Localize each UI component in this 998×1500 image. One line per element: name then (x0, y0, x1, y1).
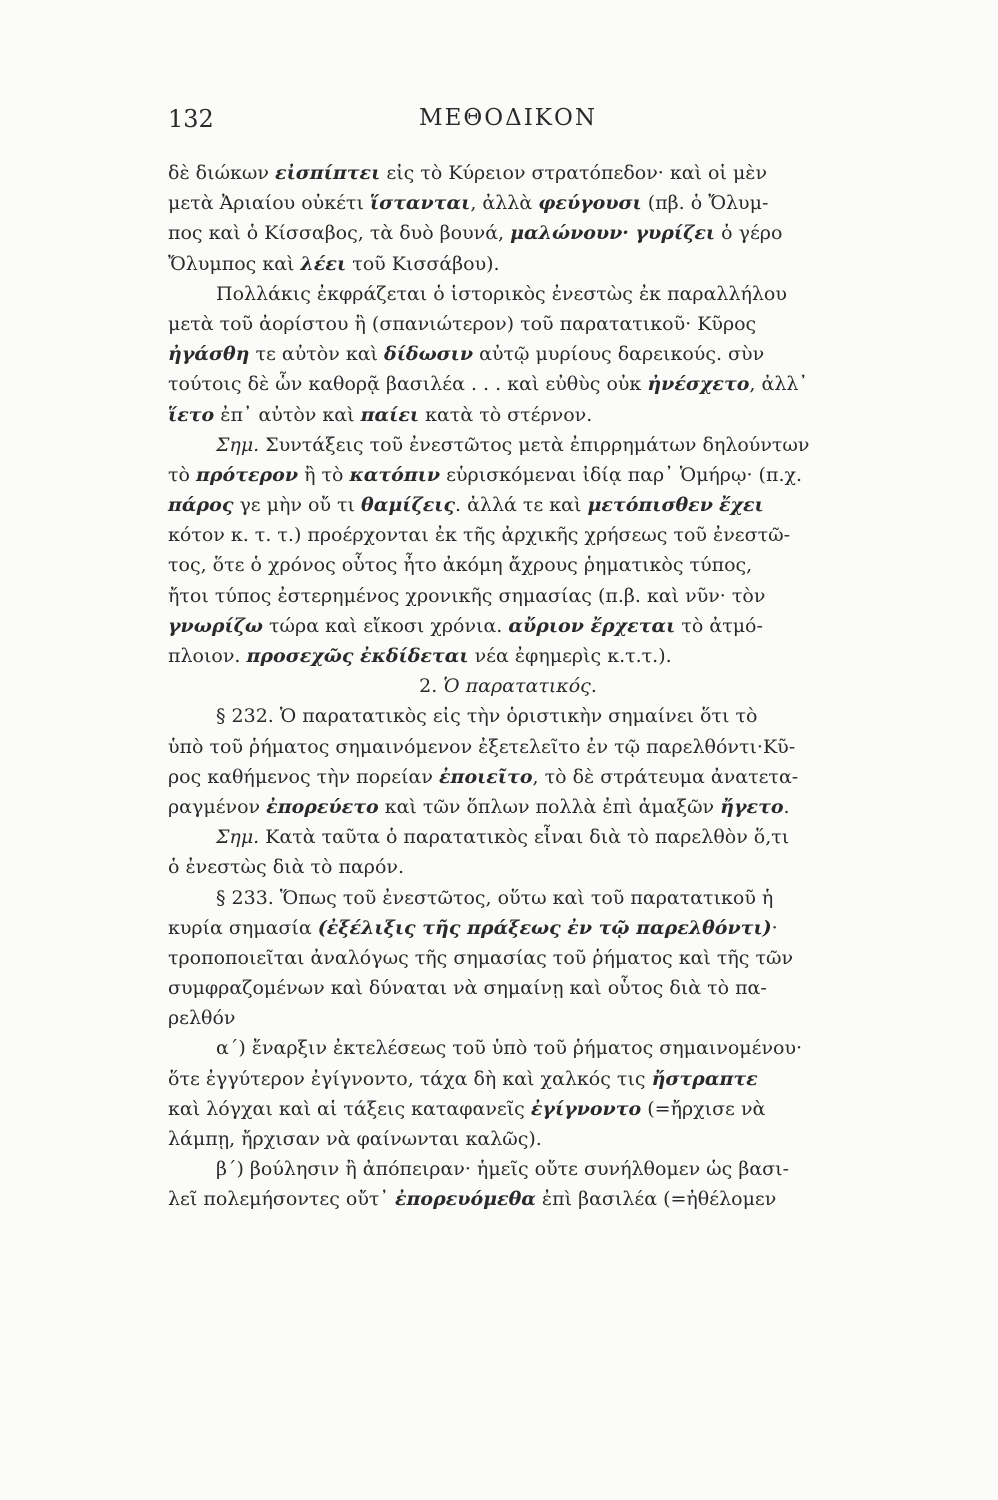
text-span: τώρα καὶ εἴκοσι χρόνια. (263, 614, 509, 637)
text-span: ὑπὸ τοῦ ῥήματος σημαινόμενον ἐξετελεῖτο ἐν τῷ παρελθόντι·Κῦ- (168, 735, 796, 758)
text-span: § 233. Ὅπως τοῦ ἐνεστῶτος, οὕτω καὶ τοῦ παρατατικοῦ ἡ (216, 886, 774, 909)
emphasized-text: Σημ. (216, 826, 260, 849)
text-line (168, 852, 908, 882)
emphasized-text: πρότερον (196, 463, 299, 486)
emphasized-text: ἵστανται (369, 192, 471, 215)
text-line (168, 1094, 908, 1124)
text-span: τούτοις δὲ ὧν καθορᾷ βασιλέα . . . καὶ εὐθὺς οὐκ (168, 373, 648, 396)
emphasized-text: αὔριον ἔρχεται (508, 614, 676, 637)
text-line (168, 309, 908, 339)
text-span: πλοιον. (168, 645, 247, 667)
text-line (168, 369, 908, 399)
text-line (168, 822, 908, 852)
text-span: β´) βούλησιν ἢ ἀπόπειραν· ἡμεῖς οὔτε συνήλθομεν ὡς βασι- (216, 1158, 790, 1181)
text-span: ὁ ἐνεστὼς διὰ τὸ παρόν. (168, 856, 404, 879)
text-span: κυρία σημασία (168, 916, 318, 939)
text-line (168, 701, 908, 731)
text-span: . (783, 795, 790, 818)
text-line (168, 339, 908, 369)
text-span: λεῖ πολεμήσοντες οὔτ᾽ (168, 1188, 395, 1211)
text-line (168, 430, 908, 460)
text-span: § 232. Ὁ παρατατικὸς εἰς τὴν ὁριστικὴν σημαίνει ὅτι τὸ (216, 705, 758, 728)
text-span: λάμπῃ, ἤρχισαν νὰ φαίνωνται καλῶς). (168, 1128, 542, 1150)
emphasized-text: ἠνέσχετο (647, 373, 750, 396)
text-line (168, 973, 908, 1003)
text-span: τοῦ Κισσάβου). (346, 252, 500, 275)
text-span: . ἀλλά τε καὶ (455, 494, 588, 517)
text-span: μετὰ τοῦ ἀορίστου ἢ (σπανιώτερον) τοῦ παρατατικοῦ· Κῦρος (168, 312, 757, 335)
text-span: καὶ τῶν ὅπλων πολλὰ ἐπὶ ἁμαξῶν (378, 795, 721, 818)
text-span: πος καὶ ὁ Κίσσαβος, τὰ δυὸ βουνά, (168, 222, 511, 245)
text-span: , ἀλλὰ (470, 192, 539, 215)
text-span: αὐτῷ μυρίους δαρεικούς. σὺν (473, 343, 765, 366)
emphasized-text: ἐγίγνοντο (530, 1097, 642, 1120)
text-span: , ἀλλ᾽ (749, 373, 808, 396)
text-line (168, 581, 908, 611)
text-line (168, 520, 908, 550)
text-line (168, 883, 908, 913)
text-span: Πολλάκις ἐκφράζεται ὁ ἱστορικὸς ἐνεστὼς ἐκ παραλλήλου (216, 282, 787, 305)
text-span: (=ἤρχισε νὰ (641, 1097, 766, 1120)
text-line (168, 611, 908, 641)
text-span: ρελθόν (168, 1007, 236, 1030)
emphasized-text: ἠγάσθη (168, 343, 250, 366)
text-span: δὲ διώκων (168, 162, 276, 184)
text-line (168, 249, 908, 279)
emphasized-text: φεύγουσι (538, 192, 642, 215)
page-number: 132 (168, 105, 214, 133)
emphasized-text: παίει (360, 403, 420, 426)
emphasized-text: ἵετο (168, 403, 215, 426)
running-title: ΜΕΘΟΔΙΚΟΝ (419, 105, 597, 131)
text-span: ὁ γέρο (715, 222, 783, 245)
text-line (168, 158, 908, 188)
emphasized-text: Σημ. (216, 433, 260, 456)
emphasized-text: ἤγετο (720, 795, 784, 818)
text-span: Κατὰ ταῦτα ὁ παρατατικὸς εἶναι διὰ τὸ παρελθὸν ὅ,τι (259, 826, 790, 849)
text-span: κότον κ. τ. τ.) προέρχονται ἐκ τῆς ἀρχικῆς χρήσεως τοῦ ἐνεστῶ- (168, 524, 791, 547)
text-line (168, 1033, 908, 1063)
text-span: ἐπ᾽ αὐτὸν καὶ (214, 403, 361, 426)
text-line (168, 762, 908, 792)
text-span: νέα ἐφημερὶς κ.τ.τ.). (468, 645, 672, 667)
text-span: ἐπὶ βασιλέα (=ἠθέλομεν (535, 1188, 777, 1211)
text-line (168, 550, 908, 580)
text-span: γε μὴν οὔ τι (233, 494, 362, 517)
emphasized-text: (ἐξέλιξις τῆς πράξεως ἐν τῷ παρελθόντι) (317, 916, 772, 939)
text-line (168, 792, 908, 822)
text-span: ραγμένον (168, 795, 267, 818)
text-line (168, 1064, 908, 1094)
emphasized-text: ἤστραπτε (651, 1067, 758, 1090)
text-span: , τὸ δὲ στράτευμα ἀνατετα- (532, 765, 799, 788)
emphasized-text: λέει (300, 252, 347, 275)
text-span: 2. (419, 675, 444, 698)
page-header (168, 105, 848, 145)
text-line (168, 943, 908, 973)
emphasized-text: ἐποιεῖτο (438, 765, 533, 788)
text-line (168, 641, 908, 671)
text-span: ἤτοι τύπος ἐστερημένος χρονικῆς σημασίας (π.β. καὶ νῦν· τὸν (168, 584, 766, 607)
emphasized-text: γνωρίζω (168, 614, 263, 637)
emphasized-text: θαμίζεις (361, 494, 456, 517)
text-span: τος, ὅτε ὁ χρόνος οὗτος ἦτο ἀκόμη ἄχρους ῥηματικὸς τύπος, (168, 554, 753, 577)
text-line (168, 218, 908, 248)
text-span: ὅτε ἐγγύτερον ἐγίγνοντο, τάχα δὴ καὶ χαλκός τις (168, 1067, 652, 1090)
text-line (168, 1184, 908, 1214)
body-text (168, 158, 908, 1215)
text-line (168, 671, 908, 701)
text-line (168, 732, 908, 762)
text-span: Ὄλυμπος καὶ (168, 252, 301, 275)
text-span: εὑρισκόμεναι ἰδίᾳ παρ᾽ Ὁμήρῳ· (π.χ. (440, 463, 803, 486)
text-span: εἰς τὸ Κύρειον στρατόπεδον· καὶ οἱ μὲν (380, 162, 768, 184)
text-span: τὸ ἀτμό- (675, 614, 763, 637)
text-span: α´) ἔναρξιν ἐκτελέσεως τοῦ ὑπὸ τοῦ ῥήματος σημαινομένου· (216, 1037, 803, 1060)
emphasized-text: Ὁ παρατατικός. (443, 675, 597, 698)
emphasized-text: μαλώνουν· γυρίζει (510, 222, 716, 245)
text-line (168, 188, 908, 218)
text-span: καὶ λόγχαι καὶ αἱ τάξεις καταφανεῖς (168, 1097, 531, 1120)
text-span: κατὰ τὸ στέρνον. (419, 403, 593, 426)
text-line (168, 1003, 908, 1033)
emphasized-text: προσεχῶς ἐκδίδεται (246, 645, 469, 667)
text-line (168, 490, 908, 520)
text-line (168, 1124, 908, 1154)
text-span: συμφραζομένων καὶ δύναται νὰ σημαίνῃ καὶ οὗτος διὰ τὸ πα- (168, 977, 767, 1000)
text-span: ἢ τὸ (298, 463, 350, 486)
text-line (168, 279, 908, 309)
emphasized-text: ἐπορεύετο (266, 795, 379, 818)
text-span: ρος καθήμενος τὴν πορείαν (168, 765, 439, 788)
text-span: μετὰ Ἀριαίου οὐκέτι (168, 192, 370, 215)
text-line (168, 913, 908, 943)
text-line (168, 400, 908, 430)
emphasized-text: ἔχει (718, 494, 764, 517)
emphasized-text: πάρος (168, 494, 234, 517)
text-span: τροποποιεῖται ἀναλόγως τῆς σημασίας τοῦ ῥήματος καὶ τῆς τῶν (168, 946, 794, 969)
emphasized-text: δίδωσιν (384, 343, 474, 366)
text-span: · (771, 916, 778, 939)
text-span: Συντάξεις τοῦ ἐνεστῶτος μετὰ ἐπιρρημάτων δηλούντων (259, 433, 810, 456)
text-span: τε αὐτὸν καὶ (249, 343, 385, 366)
text-span: τὸ (168, 463, 196, 486)
emphasized-text: εἰσπίπτει (275, 162, 381, 184)
text-line (168, 460, 908, 490)
emphasized-text: κατόπιν (349, 463, 441, 486)
emphasized-text: ἐπορευόμεθα (394, 1188, 536, 1211)
text-line (168, 1154, 908, 1184)
emphasized-text: μετόπισθεν (587, 494, 713, 517)
text-span: (πβ. ὁ Ὄλυμ- (641, 192, 769, 215)
